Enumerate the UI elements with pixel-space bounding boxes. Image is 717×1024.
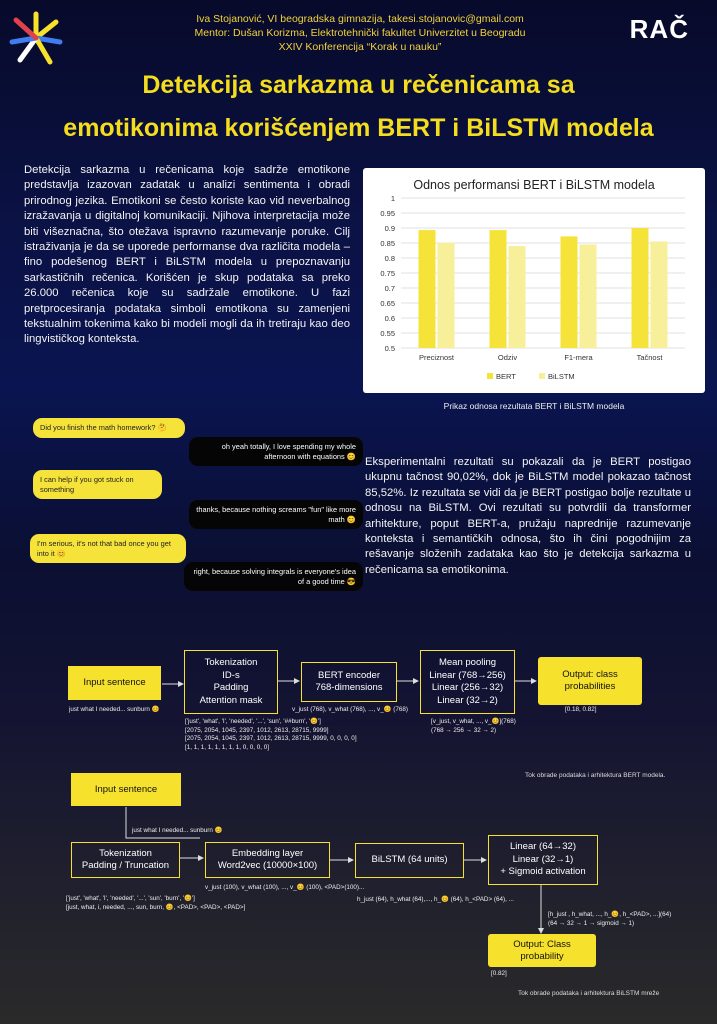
title-line-2: emotikonima korišćenjem BERT i BiLSTM modela (63, 114, 654, 142)
padded-tokens: [just, what, i, needed, ..., sun, burn, 😊, <PAD>, <PAD>, <PAD>] (66, 903, 246, 911)
chat-bubble-left: I can help if you got stuck on something (33, 470, 162, 499)
linear-3-label: Linear (32→2) (437, 694, 498, 706)
chat-bubble-left: I'm serious, it's not that bad once you get into it 😊 (30, 534, 186, 563)
output-label-2: probability (520, 950, 564, 962)
bilstm-label: BiLSTM (64 units) (371, 854, 448, 866)
results-paragraph: Eksperimentalni rezultati su pokazali da je BERT postigao ukupnu tačnost 90,02%, dok je BiLSTM model pokazao tačnost 85,52%. Iz rezultata se vidi da je BERT postigao bolje rezultate u odnosu na BiLSTM. Ovi rezultati su potvrdili da transformer arhitekture, poput BERT-a, pružaju naprednije razumevanje konteksta i semantičkih odnosa, što ih čini pogodnijim za rešavanje složenih zadataka kao što je detekcija sarkazma u rečenicama sa emotikonima. (365, 456, 691, 576)
bert-pooling-example (431, 718, 516, 735)
y-tick-label: 0.9 (384, 224, 395, 233)
bilstm-box (355, 843, 464, 878)
x-tick-label: Tačnost (636, 353, 663, 362)
embedding-label: Embedding layer (231, 847, 304, 859)
bert-token-example (185, 718, 357, 752)
bert-output-example: [0.18, 0.82] (565, 706, 597, 713)
chat-bubble-right: oh yeah totally, I love spending my whole afternoon with equations 😊 (189, 437, 363, 466)
bert-input-example: just what I needed... sunburn 😊 (69, 706, 160, 713)
linear-2-label: Linear (256→32) (431, 682, 504, 693)
token-list: ['just', 'what', 'I', 'needed', '...', 'sun', '##burn', '😊'] (185, 718, 321, 725)
y-tick-label: 0.85 (380, 239, 395, 248)
bilstm-input-box: Input sentence (71, 773, 181, 806)
embedding-layer-box (205, 842, 330, 878)
y-tick-label: 0.8 (384, 254, 395, 263)
legend-label: BiLSTM (548, 372, 575, 381)
y-tick-label: 0.95 (380, 209, 395, 218)
mentor-line: Mentor: Dušan Korizma, Elektrotehnički fakultet Univerzitet u Beogradu (194, 27, 526, 39)
output-label-2: probabilities (564, 681, 616, 692)
output-label: Output: Class (513, 938, 571, 950)
bert-input-box: Input sentence (68, 666, 161, 700)
bilstm-tokenization-box (71, 842, 180, 878)
chat-bubble-right: thanks, because nothing screams "fun" like more math 😊 (189, 500, 363, 529)
bert-pooling-box (420, 650, 515, 714)
bilstm-output-example: [0.82] (491, 970, 507, 977)
attention-mask-label: Attention mask (199, 694, 263, 706)
token-ids: [2075, 2054, 1045, 2397, 1012, 2613, 28715, 9999] (185, 726, 329, 734)
padding-truncation-label: Padding / Truncation (81, 860, 170, 871)
embedding-example: v_just (100), v_what (100), ..., v_😊 (100), <PAD>(100)... (205, 884, 365, 891)
linear-vector: [h_just , h_what, ..., h_😊, h_<PAD>, ...](64) (548, 911, 672, 918)
bilstm-diagram-caption: Tok obrade podataka i arhitektura BiLSTM mreže (518, 990, 660, 997)
y-tick-label: 0.5 (384, 344, 395, 353)
brand-logo-text: RAČ (629, 14, 689, 44)
linear-2-label: Linear (32→1) (512, 853, 574, 865)
y-tick-label: 0.75 (380, 269, 395, 278)
x-tick-label: Preciznost (418, 353, 455, 362)
tokenization-label: Tokenization (99, 847, 152, 859)
y-tick-label: 0.65 (380, 299, 395, 308)
bert-encoder-example: v_just (768), v_what (768), ..., v_😊 (768) (292, 706, 408, 713)
conference-line: XXIV Konferencija “Korak u nauku” (278, 41, 442, 53)
bilstm-linear-example (548, 911, 671, 928)
chat-bubble-left: Did you finish the math homework? 🤔 (33, 418, 185, 438)
y-tick-label: 1 (390, 194, 395, 203)
linear-1-label: Linear (64→32) (509, 841, 576, 853)
x-tick-label: F1-mera (564, 353, 593, 362)
sigmoid-label: + Sigmoid activation (500, 866, 586, 878)
ids-label: ID-s (222, 669, 240, 681)
author-line: Iva Stojanović, VI beogradska gimnazija, takesi.stojanovic@gmail.com (196, 13, 524, 25)
y-tick-label: 0.7 (384, 284, 395, 293)
pooling-dims: (768 → 256 → 32 → 2) (431, 726, 497, 734)
pooling-label: Mean pooling (438, 657, 497, 668)
bilstm-token-example (66, 895, 245, 912)
pooling-vector: [v_just, v_what, ..., v_😊](768) (431, 718, 516, 725)
chart-title: Odnos performansi BERT i BiLSTM modela (413, 178, 655, 192)
bert-encoder-box (301, 662, 397, 702)
bilstm-output-box (488, 934, 596, 967)
encoder-dim-label: 768-dimensions (315, 682, 383, 693)
word2vec-label: Word2vec (10000×100) (217, 860, 318, 871)
y-tick-label: 0.6 (384, 314, 395, 323)
bilstm-input-example: just what I needed... sunburn 😊 (132, 827, 223, 834)
y-tick-label: 0.55 (380, 329, 395, 338)
encoder-label: BERT encoder (318, 669, 380, 681)
bert-output-box (538, 657, 642, 705)
attention-mask: [1, 1, 1, 1, 1, 1, 1, 1, 0, 0, 0, 0] (185, 743, 270, 751)
bilstm-example: h_just (64), h_what (64),..., h_😊 (64), h_<PAD> (64), ... (357, 896, 514, 903)
chart-caption: Prikaz odnosa rezultata BERT i BiLSTM modela (443, 401, 625, 411)
token-list: ['just', 'what', 'I', 'needed', '...', 'sun', 'burn', '😊'] (66, 895, 195, 902)
intro-paragraph: Detekcija sarkazma u rečenicama koje sadrže emotikone predstavlja izazovan zadatak u analizi sentimenta i obradi prirodnog jezika. Emotikoni se često koriste kao vid neverbalnog izražavanja u digitalnoj komunikaciji. Njihova interpretacija može biti višeznačna, što otežava ispravno razumevanje poruke. Cilj istraživanja je da se uporede performanse dva različita modela – fino podešenog BERT i BiLSTM modela u prepoznavanju sarkastičnih rečenica. Korišćen je skup podataka sa preko 26.000 rečenica koje su sadržale emotikone. U fazi pretprocesiranja podataka simboli emotikona su zamenjeni tekstualnim tokenima kako bi modeli mogli da ih tretiraju kao deo lingvističkog konteksta. (24, 164, 350, 346)
bilstm-linear-box (488, 835, 598, 885)
title-line-1: Detekcija sarkazma u rečenicama sa (142, 71, 575, 99)
padding-label: Padding (213, 682, 249, 693)
linear-1-label: Linear (768→256) (429, 669, 506, 681)
bert-tokenization-box (184, 650, 278, 714)
padded-ids: [2075, 2054, 1045, 2397, 1012, 2613, 28715, 9999, 0, 0, 0, 0] (185, 735, 357, 742)
bert-diagram-caption: Tok obrade podataka i arhitektura BERT modela. (525, 772, 666, 779)
tokenization-label: Tokenization (204, 657, 258, 668)
output-label: Output: class (562, 669, 618, 680)
x-tick-label: Odziv (497, 353, 518, 362)
chat-bubble-right: right, because solving integrals is everyone's idea of a good time 😎 (184, 562, 363, 591)
legend-label: BERT (496, 372, 516, 381)
linear-dims: (64 → 32 → 1 → sigmoid → 1) (548, 919, 635, 927)
